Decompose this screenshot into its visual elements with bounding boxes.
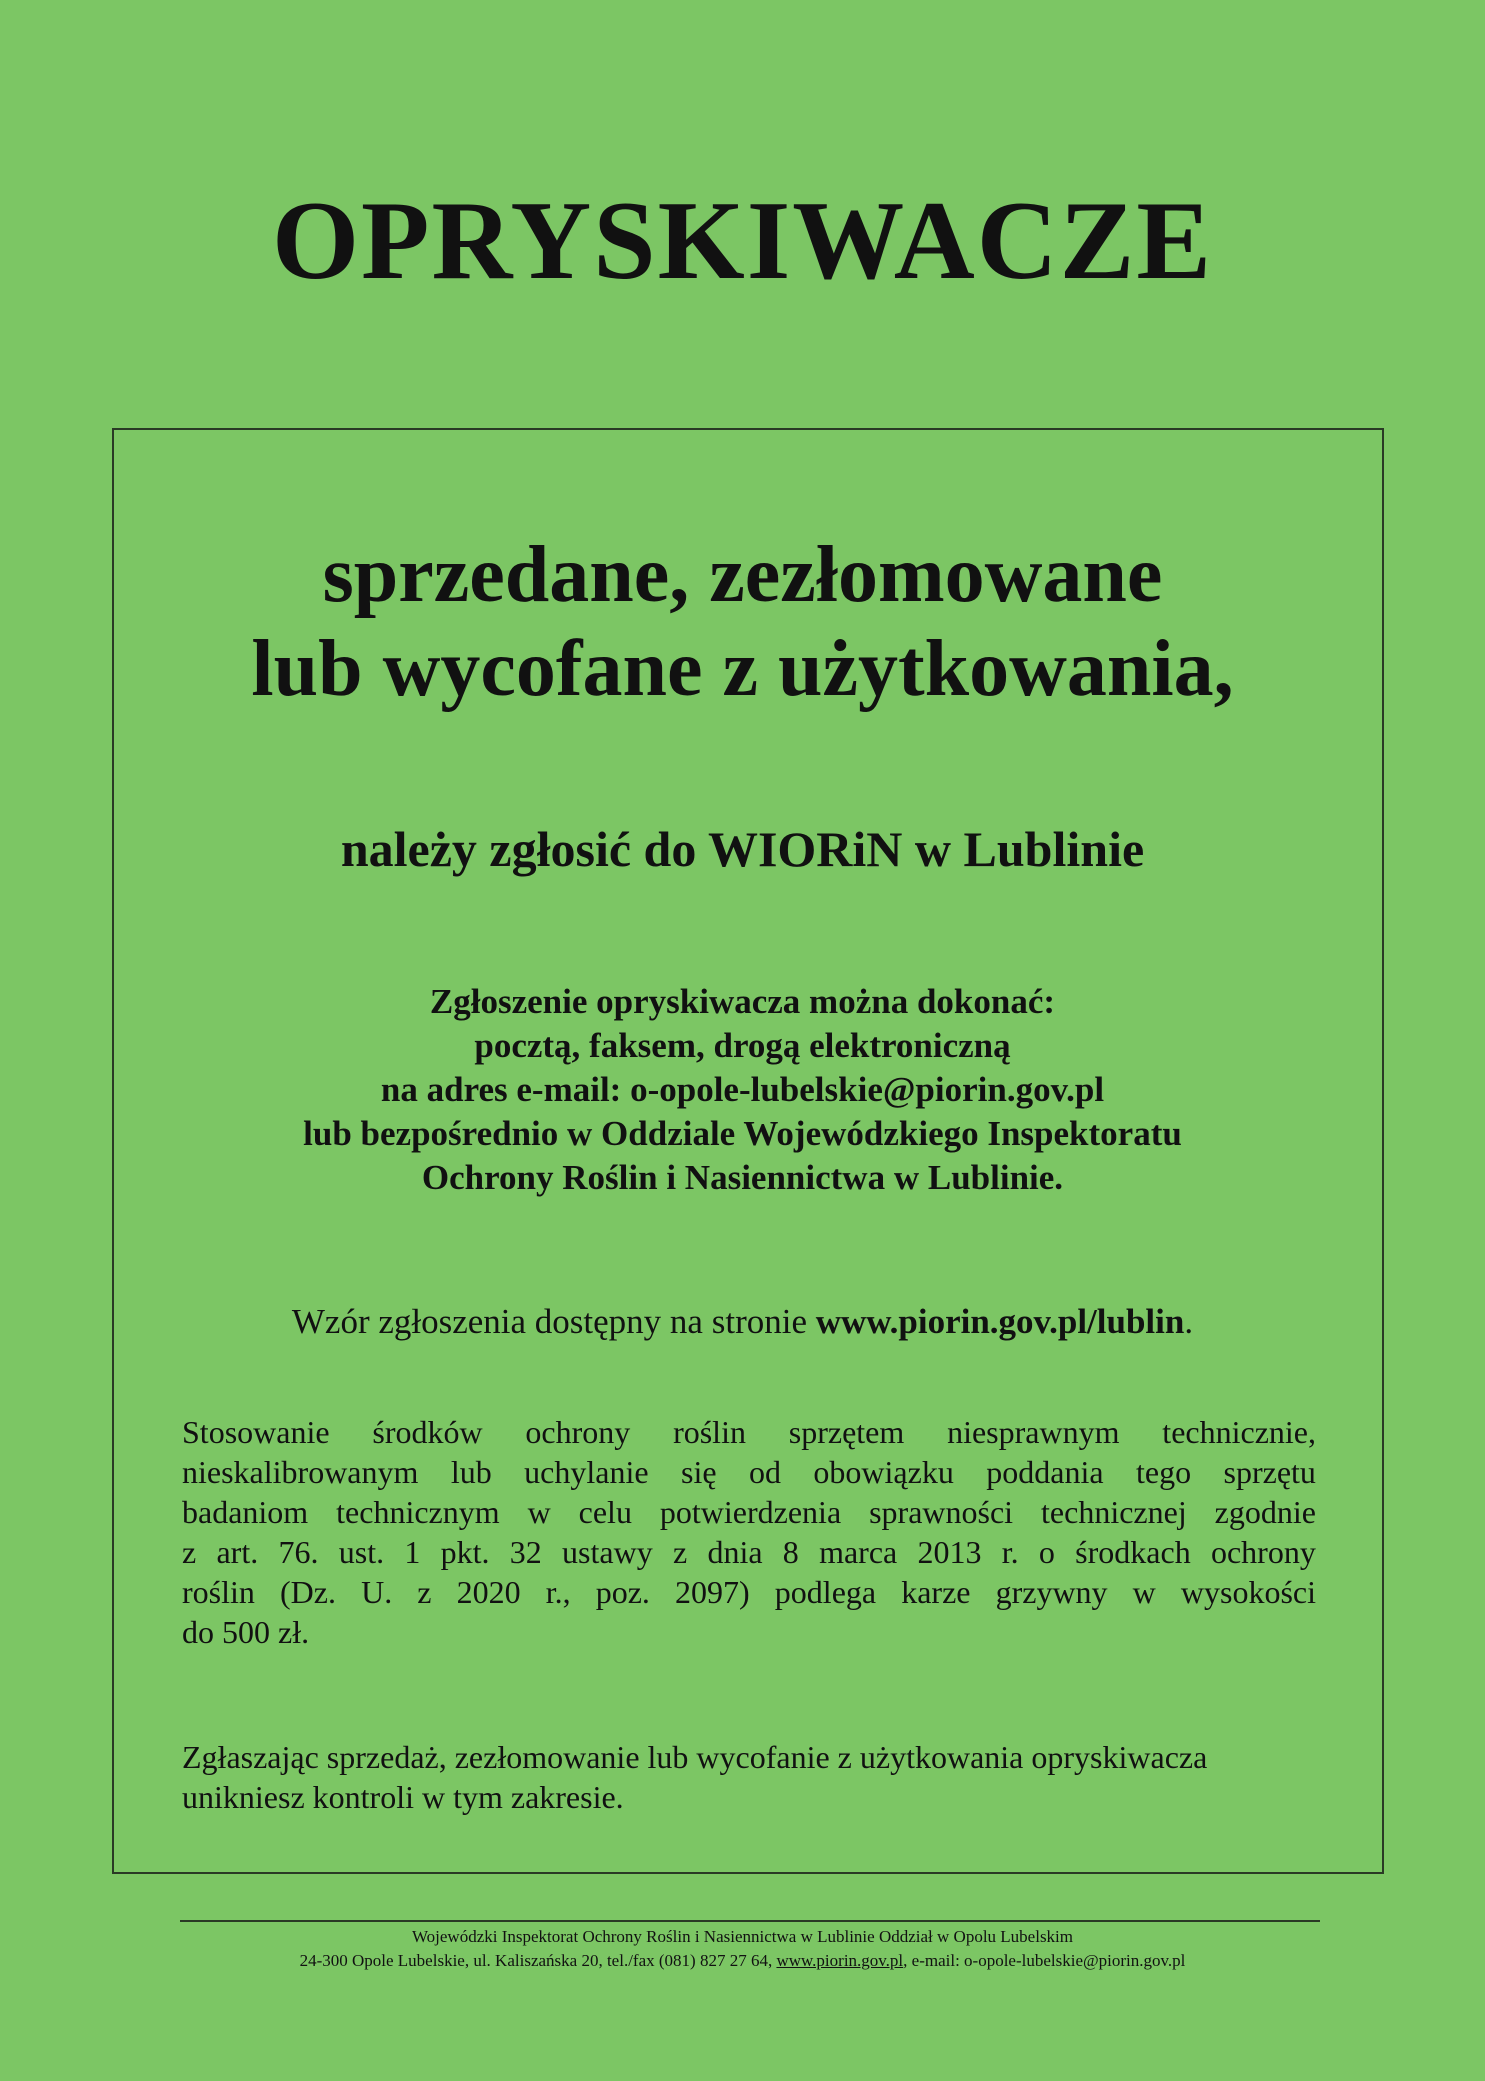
penalty-word: wysokości (1180, 1574, 1316, 1610)
submission-line-2: pocztą, faksem, drogą elektroniczną (474, 1026, 1011, 1065)
submission-methods (0, 980, 1485, 1200)
penalty-line-2 (182, 1452, 1316, 1492)
submission-line-4: lub bezpośrednio w Oddziale Wojewódzkiego Inspektoratu (303, 1114, 1182, 1153)
penalty-word: 32 (509, 1534, 542, 1570)
footer-organization: Wojewódzki Inspektorat Ochrony Roślin i Nasiennictwa w Lublinie Oddział w Opolu Lubelskim (411, 1927, 1074, 1946)
form-template-text: Wzór zgłoszenia dostępny na stronie (291, 1302, 816, 1341)
penalty-word: zgodnie (1214, 1494, 1316, 1530)
footer-divider (180, 1920, 1320, 1922)
footer-contact (0, 1949, 1485, 1973)
penalty-word: nieskalibrowanym (182, 1454, 419, 1490)
penalty-word: U. (361, 1574, 393, 1610)
penalty-line-4 (182, 1532, 1316, 1572)
penalty-word: tego (1135, 1454, 1192, 1490)
penalty-word: ochrony (525, 1414, 631, 1450)
penalty-word: uchylanie (524, 1454, 649, 1490)
form-template-end: . (1184, 1302, 1194, 1341)
penalty-word: środkach (1075, 1534, 1191, 1570)
penalty-word: sprzętu (1223, 1454, 1316, 1490)
penalty-word: ustawy (562, 1534, 653, 1570)
inspection-notice (182, 1737, 1332, 1817)
penalty-word: roślin (673, 1414, 746, 1450)
penalty-word: 1 (404, 1534, 421, 1570)
headline-line-2: lub wycofane z użytkowania, (251, 625, 1234, 713)
penalty-word: środków (372, 1414, 483, 1450)
form-template-info (0, 1300, 1485, 1344)
penalty-word: ochrony (1210, 1534, 1316, 1570)
penalty-line-6: do 500 zł. (182, 1614, 310, 1650)
penalty-word: 2020 (456, 1574, 521, 1610)
submission-line-1: Zgłoszenie opryskiwacza można dokonać: (429, 982, 1056, 1021)
penalty-word: sprawności (869, 1494, 1014, 1530)
penalty-word: karze (901, 1574, 971, 1610)
notice-line-1: Zgłaszając sprzedaż, zezłomowanie lub wycofanie z użytkowania opryskiwacza (182, 1739, 1208, 1775)
penalty-word: grzywny (995, 1574, 1108, 1610)
penalty-word: r. (1001, 1534, 1019, 1570)
penalty-word: w (527, 1494, 551, 1530)
subheading: należy zgłosić do WIORiN w Lublinie (340, 821, 1145, 877)
penalty-word: marca (819, 1534, 898, 1570)
penalty-word: technicznej (1041, 1494, 1187, 1530)
penalty-word: 8 (782, 1534, 799, 1570)
penalty-word: poz. (595, 1574, 650, 1610)
penalty-word: lub (450, 1454, 492, 1490)
penalty-word: 2097) (675, 1574, 750, 1610)
penalty-word: pkt. (440, 1534, 490, 1570)
penalty-word: podlega (774, 1574, 877, 1610)
footer-address: 24-300 Opole Lubelskie, ul. Kaliszańska 20, tel./fax (081) 827 27 64, (299, 1951, 777, 1970)
form-template-link[interactable]: www.piorin.gov.pl/lublin (815, 1302, 1185, 1341)
notice-line-2: unikniesz kontroli w tym zakresie. (182, 1779, 624, 1815)
submission-line-5: Ochrony Roślin i Nasiennictwa w Lublinie. (421, 1158, 1064, 1197)
headline-line-1: sprzedane, zezłomowane (322, 531, 1163, 619)
penalty-word: sprzętem (788, 1414, 905, 1450)
footer (0, 1925, 1485, 1973)
penalty-word: potwierdzenia (659, 1494, 842, 1530)
penalty-word: (Dz. (280, 1574, 336, 1610)
penalty-line-3 (182, 1492, 1316, 1532)
penalty-word: się (680, 1454, 717, 1490)
footer-website-link[interactable]: www.piorin.gov.pl (776, 1951, 904, 1970)
penalty-line-1 (182, 1412, 1316, 1452)
penalty-word: Stosowanie (182, 1414, 330, 1450)
submission-line-3: na adres e-mail: o-opole-lubelskie@piorin.gov.pl (380, 1070, 1105, 1109)
penalty-word: poddania (986, 1454, 1104, 1490)
penalty-word: technicznym (336, 1494, 500, 1530)
penalty-word: badaniom (182, 1494, 309, 1530)
penalty-word: 2013 (917, 1534, 982, 1570)
penalty-word: z (417, 1574, 432, 1610)
penalty-word: dnia (707, 1534, 763, 1570)
page-title: OPRYSKIWACZE (271, 179, 1214, 303)
penalty-word: 76. (278, 1534, 319, 1570)
penalty-word: w (1132, 1574, 1156, 1610)
penalty-word: ust. (338, 1534, 385, 1570)
penalty-word: technicznie, (1162, 1414, 1316, 1450)
penalty-paragraph (182, 1412, 1316, 1652)
footer-email: , e-mail: o-opole-lubelskie@piorin.gov.pl (903, 1951, 1186, 1970)
penalty-word: art. (216, 1534, 259, 1570)
penalty-word: niesprawnym (947, 1414, 1120, 1450)
penalty-word: celu (578, 1494, 632, 1530)
penalty-word: od (748, 1454, 781, 1490)
penalty-word: obowiązku (813, 1454, 954, 1490)
penalty-line-5 (182, 1572, 1316, 1612)
penalty-word: z (182, 1534, 197, 1570)
penalty-word: r., (545, 1574, 571, 1610)
penalty-word: z (672, 1534, 688, 1570)
headline (0, 528, 1485, 716)
penalty-word: roślin (182, 1574, 255, 1610)
penalty-word: o (1038, 1534, 1055, 1570)
